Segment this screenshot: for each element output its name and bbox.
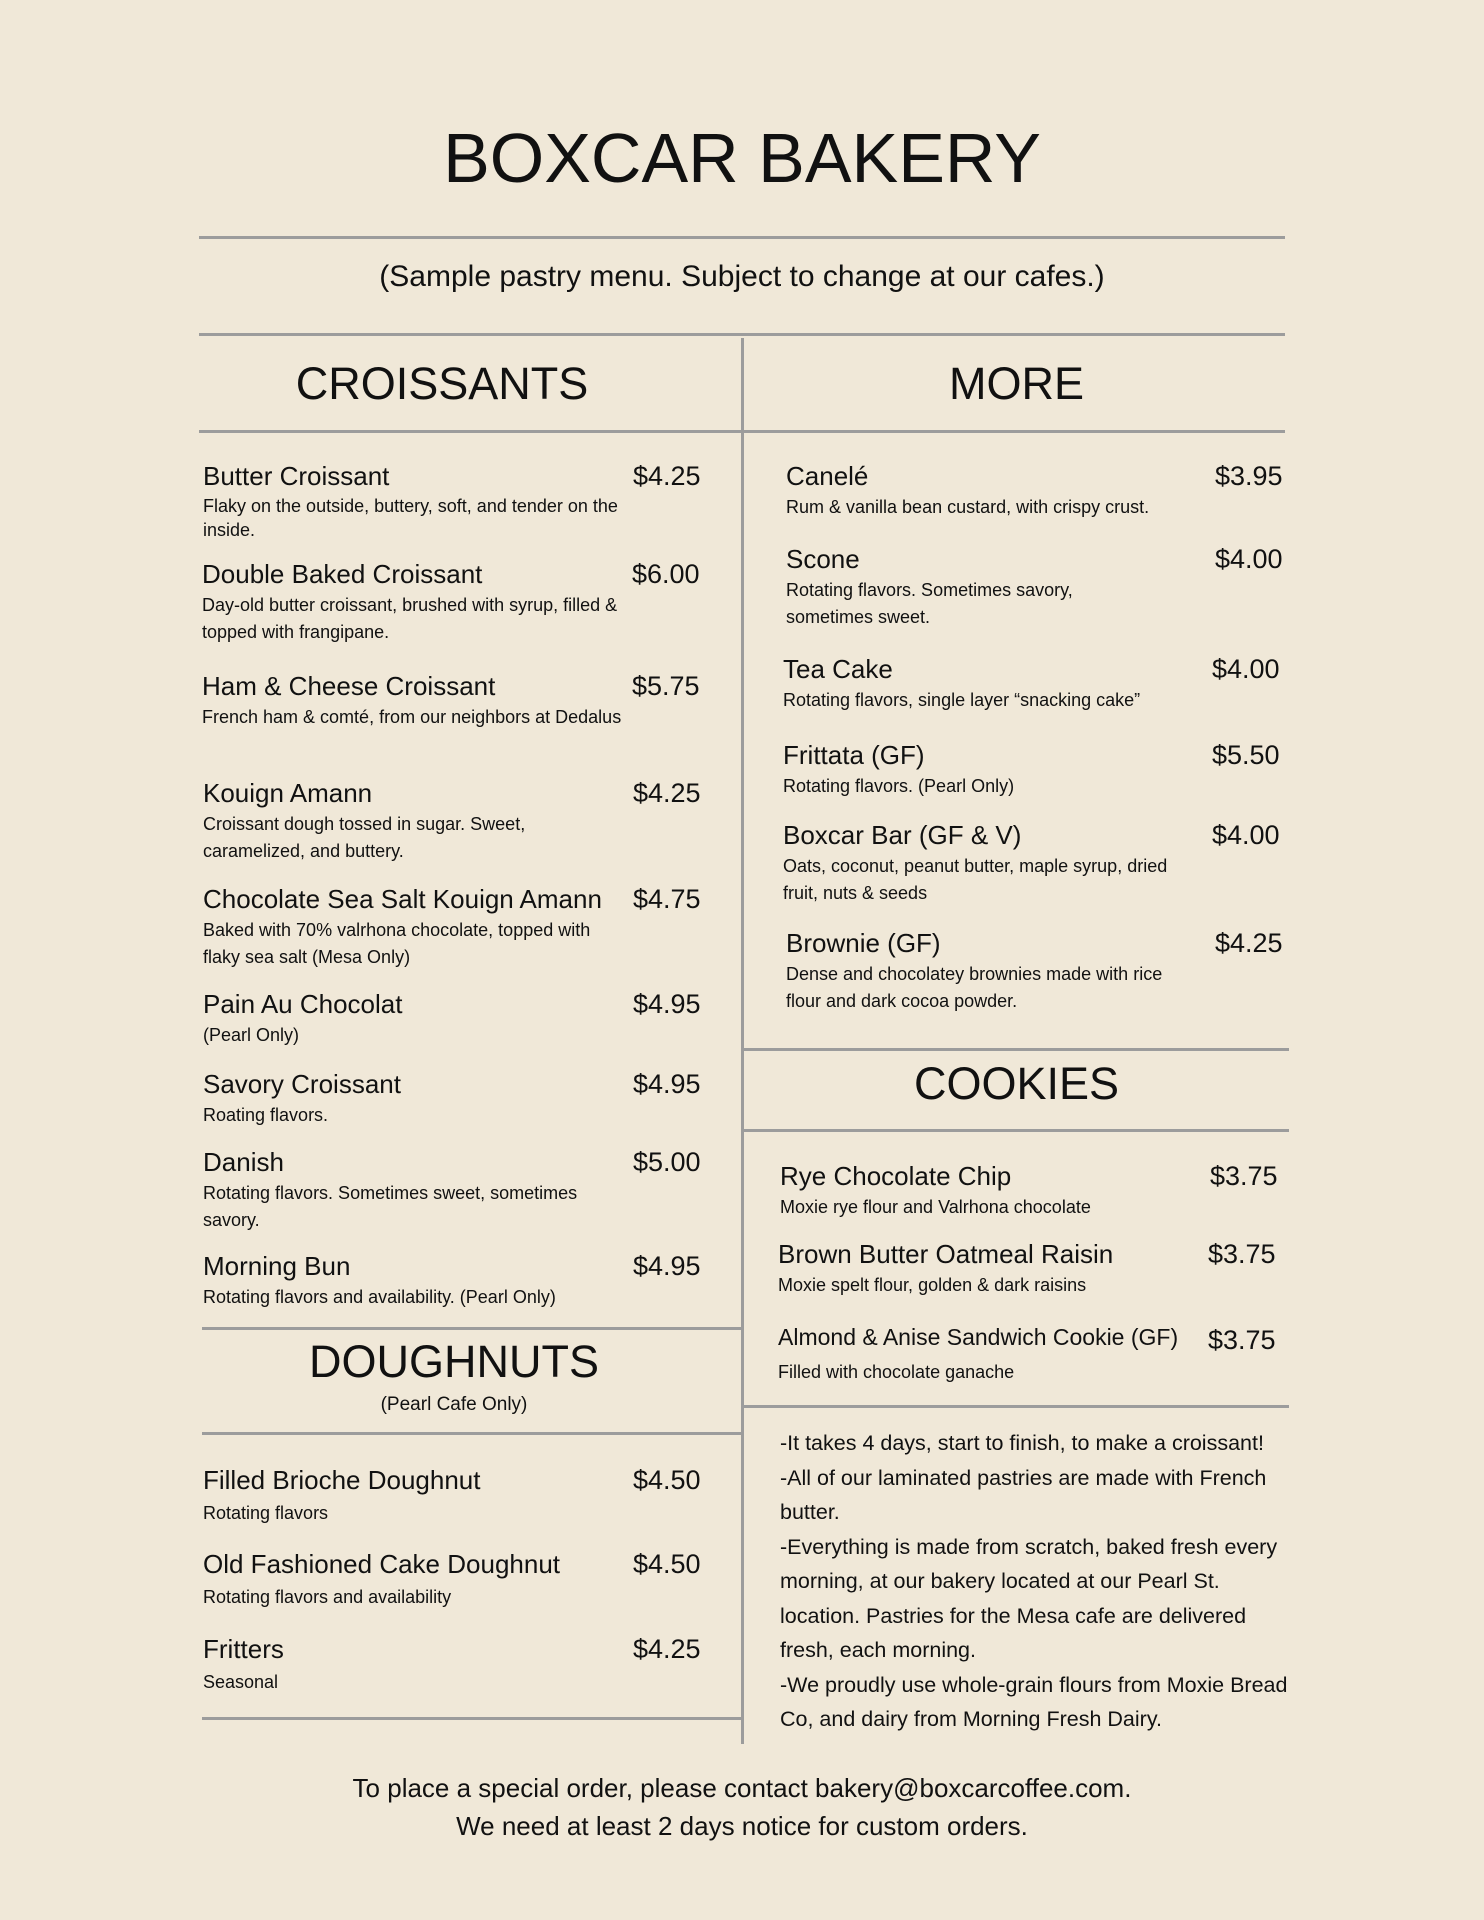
- item-name: Canelé: [786, 461, 869, 491]
- item-name: Brownie (GF): [786, 928, 941, 958]
- item-name: Old Fashioned Cake Doughnut: [203, 1549, 561, 1579]
- divider: [202, 1432, 741, 1435]
- menu-item: [203, 1250, 643, 1311]
- item-price: $4.25: [633, 778, 701, 808]
- item-description: Baked with 70% valrhona chocolate, topped with flaky sea salt (Mesa Only): [203, 920, 591, 967]
- menu-item: [783, 819, 1183, 907]
- menu-item: [203, 1146, 623, 1234]
- note-line: -We proudly use whole-grain flours from Moxie Bread Co, and dairy from Morning Fresh Dairy.: [780, 1672, 1288, 1731]
- item-price: $4.95: [633, 989, 701, 1019]
- item-description: Dense and chocolatey brownies made with rice flour and dark cocoa powder.: [786, 964, 1163, 1011]
- menu-item: [778, 1238, 1178, 1299]
- item-name: Danish: [203, 1147, 284, 1177]
- item-name: Savory Croissant: [203, 1069, 401, 1099]
- item-price: $5.00: [633, 1147, 701, 1177]
- note-line: -It takes 4 days, start to finish, to make a croissant!: [780, 1431, 1264, 1455]
- item-price: $3.75: [1208, 1325, 1276, 1355]
- menu-item: [786, 460, 1186, 521]
- item-description: Rotating flavors and availability. (Pearl Only): [203, 1287, 556, 1307]
- item-name: Almond & Anise Sandwich Cookie (GF): [778, 1324, 1179, 1350]
- item-description: Rotating flavors and availability: [203, 1587, 452, 1607]
- item-name: Pain Au Chocolat: [203, 989, 403, 1019]
- item-price: $4.00: [1215, 544, 1283, 574]
- item-price: $4.75: [633, 884, 701, 914]
- item-price: $5.75: [632, 671, 700, 701]
- item-price: $3.75: [1210, 1161, 1278, 1191]
- menu-item: [203, 1548, 623, 1611]
- item-name: Scone: [786, 544, 860, 574]
- item-description: Rotating flavors. Sometimes savory, sometimes sweet.: [786, 580, 1073, 627]
- doughnuts-subheading: (Pearl Cafe Only): [380, 1394, 528, 1415]
- menu-item: [780, 1160, 1180, 1221]
- item-description: Day-old butter croissant, brushed with syrup, filled & topped with frangipane.: [202, 595, 618, 642]
- item-name: Frittata (GF): [783, 740, 925, 770]
- menu-item: [203, 1068, 623, 1129]
- cookies-heading: COOKIES: [913, 1058, 1120, 1109]
- menu-item: [786, 927, 1186, 1015]
- item-price: $4.50: [633, 1465, 701, 1495]
- menu-item: [203, 988, 623, 1049]
- menu-item: [778, 1321, 1198, 1386]
- menu-item: [783, 653, 1203, 714]
- doughnuts-heading: DOUGHNUTS: [309, 1336, 599, 1387]
- divider: [744, 1129, 1289, 1132]
- menu-title: BOXCAR BAKERY: [443, 119, 1041, 197]
- item-price: $4.25: [633, 1634, 701, 1664]
- item-price: $4.00: [1212, 654, 1280, 684]
- menu-item: [203, 777, 623, 865]
- divider: [202, 1717, 741, 1720]
- item-name: Morning Bun: [203, 1251, 351, 1281]
- note-line: -All of our laminated pastries are made with French butter.: [780, 1465, 1267, 1524]
- item-name: Chocolate Sea Salt Kouign Amann: [203, 884, 602, 914]
- item-price: $4.25: [1215, 928, 1283, 958]
- divider: [744, 430, 1285, 433]
- item-name: Fritters: [203, 1634, 284, 1664]
- menu-item: [203, 1633, 623, 1696]
- divider: [744, 1048, 1289, 1051]
- item-description: Rotating flavors, single layer “snacking cake”: [783, 690, 1141, 710]
- item-description: Seasonal: [203, 1672, 279, 1692]
- divider: [199, 430, 741, 433]
- item-description: Rotating flavors: [203, 1503, 329, 1523]
- divider: [199, 333, 1285, 336]
- footer-line: To place a special order, please contact bakery@boxcarcoffee.com.: [352, 1773, 1132, 1803]
- item-price: $3.75: [1208, 1239, 1276, 1269]
- item-name: Kouign Amann: [203, 778, 373, 808]
- item-name: Filled Brioche Doughnut: [203, 1465, 481, 1495]
- item-description: Rotating flavors. (Pearl Only): [783, 776, 1015, 796]
- item-description: Moxie spelt flour, golden & dark raisins: [778, 1275, 1087, 1295]
- menu-item: [203, 460, 633, 542]
- item-description: Filled with chocolate ganache: [778, 1362, 1015, 1382]
- divider: [744, 1405, 1289, 1408]
- item-description: Flaky on the outside, buttery, soft, and tender on the inside.: [203, 496, 618, 540]
- divider: [199, 236, 1285, 239]
- footer-line: We need at least 2 days notice for custom orders.: [456, 1811, 1028, 1841]
- menu-item: [202, 558, 622, 646]
- item-description: Croissant dough tossed in sugar. Sweet, caramelized, and buttery.: [203, 814, 526, 861]
- item-price: $4.95: [633, 1069, 701, 1099]
- item-price: $4.25: [633, 461, 701, 491]
- item-price: $6.00: [632, 559, 700, 589]
- divider: [202, 1327, 741, 1330]
- menu-subtitle: (Sample pastry menu. Subject to change at our cafes.): [379, 260, 1105, 293]
- item-price: $4.95: [633, 1251, 701, 1281]
- menu-item: [203, 1464, 623, 1527]
- item-name: Boxcar Bar (GF & V): [783, 820, 1022, 850]
- menu-item: [203, 883, 623, 971]
- item-description: Oats, coconut, peanut butter, maple syrup, dried fruit, nuts & seeds: [783, 856, 1168, 903]
- item-name: Double Baked Croissant: [202, 559, 483, 589]
- item-description: Moxie rye flour and Valrhona chocolate: [780, 1197, 1091, 1217]
- croissants-heading: CROISSANTS: [295, 358, 589, 409]
- item-description: (Pearl Only): [203, 1025, 300, 1045]
- menu-item: [202, 670, 622, 731]
- item-price: $3.95: [1215, 461, 1283, 491]
- item-price: $5.50: [1212, 740, 1280, 770]
- item-description: Rum & vanilla bean custard, with crispy crust.: [786, 497, 1150, 517]
- item-price: $4.50: [633, 1549, 701, 1579]
- item-name: Brown Butter Oatmeal Raisin: [778, 1239, 1114, 1269]
- note-line: -Everything is made from scratch, baked fresh every morning, at our bakery located at our Pearl St. location. Pastries for the Mesa cafe are delivered fresh, each morning.: [780, 1534, 1278, 1662]
- menu-item: [786, 543, 1146, 631]
- item-name: Butter Croissant: [203, 461, 390, 491]
- column-divider: [741, 338, 744, 1744]
- item-description: Rotating flavors. Sometimes sweet, sometimes savory.: [203, 1183, 578, 1230]
- more-heading: MORE: [949, 358, 1084, 409]
- item-description: Roating flavors.: [203, 1105, 329, 1125]
- bakery-notes: [780, 1426, 1300, 1737]
- item-name: Ham & Cheese Croissant: [202, 671, 496, 701]
- item-description: French ham & comté, from our neighbors at Dedalus: [202, 707, 622, 727]
- item-name: Tea Cake: [783, 654, 893, 684]
- menu-item: [783, 739, 1183, 800]
- item-price: $4.00: [1212, 820, 1280, 850]
- item-name: Rye Chocolate Chip: [780, 1161, 1012, 1191]
